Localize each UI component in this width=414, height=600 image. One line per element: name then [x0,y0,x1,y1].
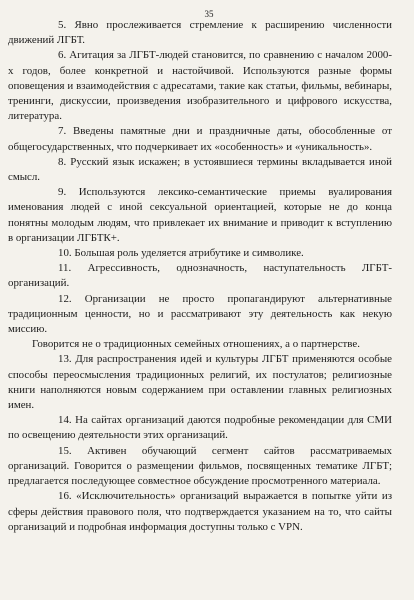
paragraph: 13. Для распространения идей и культуры ЛГБТ применяются особые способы переосмысления традиционных религий, их постулатов; религиозные книги наполняются новым содержанием при оставлении главных религиозных имен. [8,353,392,412]
paragraph: 12. Организации не просто пропагандируют альтернативные традиционным ценности, но и рассматривают эту деятельность как некую миссию. [8,292,392,336]
paragraph: 6. Агитация за ЛГБТ-людей становится, по сравнению с началом 2000-х годов, более конкретной и настойчивой. Используются разные формы оповещения и взаимодействия с адресатами, такие как статьи, фильмы, вебинары, тренинги, дискуссии, произведения изобразительного и цифрового искусства, литература. [8,49,392,123]
paragraph: 5. Явно прослеживается стремление к расширению численности движений ЛГБТ. [8,19,392,47]
paragraph: 7. Введены памятные дни и праздничные даты, обособленные от общегосударственных, что подчеркивает их «особенность» и «уникальность». [8,125,392,153]
paragraph: 10. Большая роль уделяется атрибутике и символике. [58,247,304,260]
page-number: 35 [204,9,214,19]
paragraph: 11. Агрессивность, однозначность, наступательность ЛГБТ-организаций. [8,262,392,290]
paragraph: 9. Используются лексико-семантические приемы вуалирования именования людей с иной сексуальной ориентацией, которые не до конца понятны молодым людям, что привлекает их внимание и приводит к вступлению в организации ЛГБТК+. [8,186,392,244]
paragraph: 16. «Исключительность» организаций выражается в попытке уйти из сферы действия правового поля, что подтверждается указанием на то, что сайты организаций и подробная информация доступны только с VPN. [8,490,392,533]
paragraph-list [8,18,392,535]
paragraph: 8. Русский язык искажен; в устоявшиеся термины вкладывается иной смысл. [8,155,392,184]
paragraph: Говорится не о традиционных семейных отношениях, а о партнерстве. [32,338,360,351]
paragraph: 14. На сайтах организаций даются подробные рекомендации для СМИ по освещению деятельности этих организаций. [8,414,392,442]
paragraph: 15. Активен обучающий сегмент сайтов рассматриваемых организаций. Говорится о размещении фильмов, посвященных тематике ЛГБТ; предлагается последующее совместное обсуждение просмотренного материала. [8,444,392,488]
